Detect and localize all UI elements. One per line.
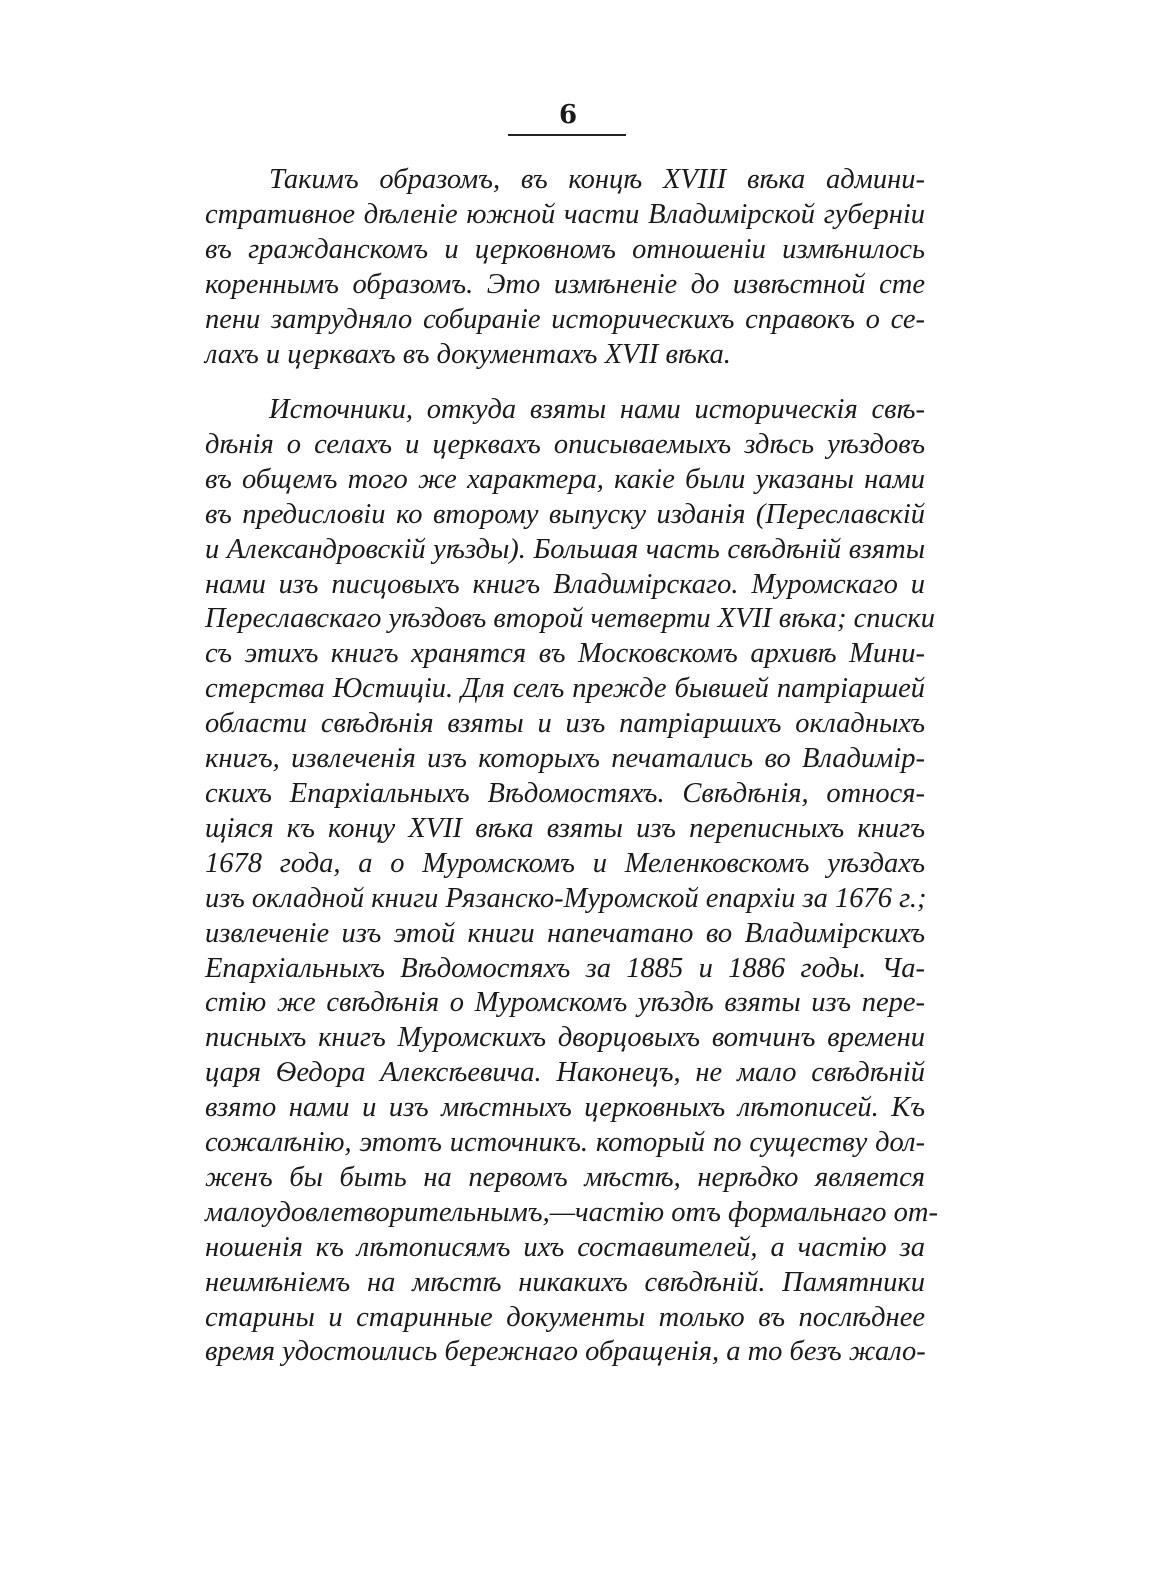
text-line: нами изъ писцовыхъ книгъ Владимірскаго. Муромскаго и — [205, 568, 925, 600]
text-line: скихъ Епархіальныхъ Вѣдомостяхъ. Свѣдѣнія, относя- — [205, 777, 925, 809]
text-line: ношенія къ лѣтописямъ ихъ составителей, а частію за — [205, 1231, 925, 1263]
text-line: царя Ѳедора Алексѣевича. Наконецъ, не мало свѣдѣній — [205, 1057, 925, 1089]
text-line: Переславскаго уѣздовъ второй четверти XVII вѣка; списки — [205, 603, 935, 635]
page-number: 6 — [558, 100, 578, 130]
text-line: книгъ, извлеченія изъ которыхъ печатались во Владимір- — [205, 743, 925, 775]
text-line: стративное дѣленіе южной части Владимірской губерніи — [205, 198, 925, 230]
text-line: въ предисловіи ко второму выпуску изданія (Переславскій — [205, 498, 925, 530]
text-line: сожалѣнію, этотъ источникъ. который по существу дол- — [205, 1127, 925, 1159]
text-line: старины и старинные документы только въ послѣднее — [205, 1301, 925, 1333]
text-line: стерства Юстиціи. Для селъ прежде бывшей патріаршей — [205, 673, 925, 705]
text-line: женъ бы быть на первомъ мѣстѣ, нерѣдко является — [205, 1161, 925, 1193]
text-line: въ общемъ того же характера, какіе были указаны нами — [205, 463, 925, 495]
text-line: лахъ и церквахъ въ документахъ XVII вѣка. — [205, 338, 731, 370]
text-line: кореннымъ образомъ. Это измѣненіе до извѣстной сте — [205, 268, 925, 300]
text-line: взято нами и изъ мѣстныхъ церковныхъ лѣтописей. Къ — [205, 1092, 925, 1124]
text-line: стію же свѣдѣнія о Муромскомъ уѣздѣ взяты изъ пере- — [205, 987, 925, 1019]
page-number-rule — [508, 134, 626, 136]
text-line: писныхъ книгъ Муромскихъ дворцовыхъ вотчинъ времени — [205, 1022, 925, 1054]
text-line: въ гражданскомъ и церковномъ отношеніи измѣнилось — [205, 233, 925, 265]
text-line: щіяся къ концу XVII вѣка взяты изъ переписныхъ книгъ — [205, 812, 925, 844]
text-line: Такимъ образомъ, въ концѣ XVIII вѣка админи- — [269, 164, 925, 195]
text-line: пени затрудняло собираніе историческихъ справокъ о се- — [205, 303, 925, 335]
text-line: и Александровскій уѣзды). Большая часть свѣдѣній взяты — [205, 533, 925, 565]
text-line: съ этихъ книгъ хранятся въ Московскомъ архивѣ Мини- — [205, 638, 925, 670]
paragraph-1 — [205, 163, 925, 372]
text-line: дѣнія о селахъ и церквахъ описываемыхъ здѣсь уѣздовъ — [205, 428, 925, 460]
text-line: 1678 года, а о Муромскомъ и Меленковскомъ уѣздахъ — [205, 847, 925, 879]
text-line: области свѣдѣнія взяты и изъ патріаршихъ окладныхъ — [205, 708, 925, 740]
text-line: Епархіальныхъ Вѣдомостяхъ за 1885 и 1886 годы. Ча- — [205, 952, 925, 984]
text-line: извлеченіе изъ этой книги напечатано во Владимірскихъ — [205, 917, 925, 949]
paragraph-2 — [205, 393, 938, 1370]
text-line: неимѣніемъ на мѣстѣ никакихъ свѣдѣній. Памятники — [205, 1266, 925, 1298]
text-line: малоудовлетворительнымъ,—частію отъ формальнаго от- — [205, 1196, 938, 1228]
text-line: Источники, откуда взяты нами историческія свѣ- — [269, 394, 925, 425]
text-line: изъ окладной книги Рязанско-Муромской епархіи за 1676 г.; — [205, 882, 927, 914]
text-line: время удостоились бережнаго обращенія, а то безъ жало- — [205, 1336, 926, 1368]
